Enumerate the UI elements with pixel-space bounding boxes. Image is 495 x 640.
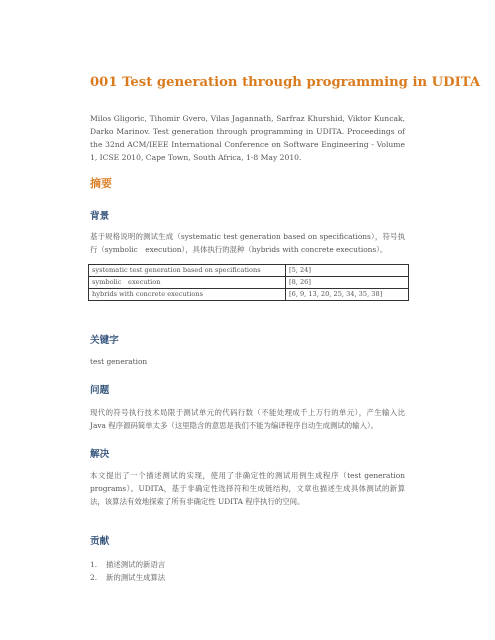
background-paragraph: 基于规格说明的测试生成（systematic test generation based on specifications），符号执行（symbolic execution），具体执行的混种（hybrids with concrete executions）。 [90, 232, 405, 254]
keywords-heading: 关键字 [90, 335, 119, 346]
background-heading: 背景 [90, 211, 110, 222]
contributions-heading: 贡献 [90, 536, 110, 547]
table-cell-topic: symbolic execution [89, 277, 286, 289]
document-title: 001 Test generation through programming in UDITA [90, 75, 481, 90]
list-item [90, 558, 165, 571]
table-row [89, 265, 409, 277]
references-table [88, 264, 409, 301]
table-row [89, 289, 409, 301]
table-cell-refs: [6, 9, 13, 20, 25, 34, 35, 38] [286, 289, 409, 301]
table-cell-topic: hybrids with concrete executions [89, 289, 286, 301]
list-item-text: 新的测试生成算法 [106, 573, 166, 582]
table-cell-refs: [5, 24] [286, 265, 409, 277]
solution-heading: 解决 [90, 449, 110, 460]
list-item-number: 2. [90, 573, 98, 582]
contributions-list [90, 558, 165, 584]
list-item-text: 描述测试的新语言 [106, 560, 166, 569]
table-cell-refs: [8, 26] [286, 277, 409, 289]
keywords-text: test generation [90, 357, 148, 366]
list-item-number: 1. [90, 560, 98, 569]
problem-heading: 问题 [90, 385, 110, 396]
solution-paragraph: 本文提出了一个描述测试的实现，使用了非确定性的测试用例生成程序（test generation programs）。UDITA，基于非确定性选择符和生成链结构，文章也描述生成具体测试的新算法，该算法有效地探索了所有非确定性 UDITA 程序执行的空间。 [90, 471, 405, 506]
citation-paragraph: Milos Gligoric, Tihomir Gvero, Vilas Jagannath, Sarfraz Khurshid, Viktor Kuncak, Darko Marinov. Test generation through programming in UDITA. Proceedings of the 32nd ACM/IEEE International Conference on Software Engineering - Volume 1, ICSE 2010, Cape Town, South Africa, 1-8 May 2010. [90, 114, 405, 162]
table-cell-topic: systematic test generation based on specifications [89, 265, 286, 277]
table-row [89, 277, 409, 289]
list-item [90, 571, 165, 584]
problem-paragraph: 现代的符号执行技术局限于测试单元的代码行数（不能处理成千上万行的单元），产生输入比 Java 程序源码简单太多（这里隐含的意思是我们不能为编译程序自动生成测试的输入）。 [90, 408, 405, 430]
abstract-heading: 摘要 [90, 177, 112, 190]
